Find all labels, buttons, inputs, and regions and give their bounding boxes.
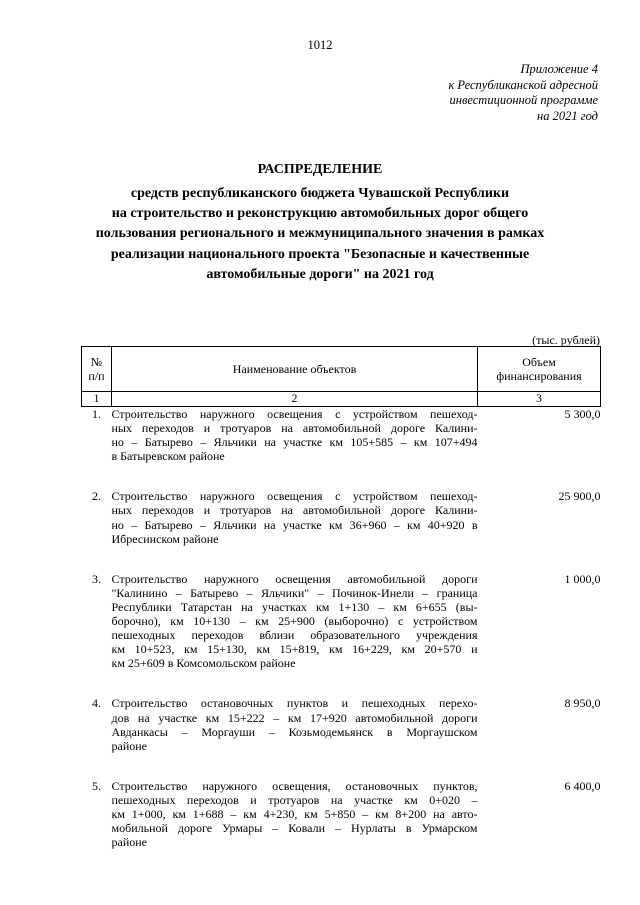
row-number: 4. bbox=[92, 696, 101, 711]
table-row bbox=[82, 779, 601, 875]
appendix-line: к Республиканской адресной bbox=[448, 77, 598, 92]
units-label: (тыс. рублей) bbox=[532, 333, 600, 347]
page-number: 1012 bbox=[307, 38, 333, 52]
document-title: РАСПРЕДЕЛЕНИЕ bbox=[257, 162, 383, 177]
row-number: 2. bbox=[92, 489, 101, 504]
object-name: Строительство наружного освещения с устройством пешеход- ных переходов и тротуаров на автомобильной дороге Калини- но – Батырево – Яльчики на участке км 105+585 – км 107+494 в Батыревском районе bbox=[111, 407, 478, 464]
object-name: Строительство остановочных пунктов и пешеходных перехо- дов на участке км 15+222 – км 17+920 автомобильной дороги Авданкасы – Моргауши – Козьмодемьянск в Моргаушском районе bbox=[111, 696, 478, 753]
appendix-line: Приложение 4 bbox=[520, 62, 598, 76]
table-row bbox=[82, 407, 601, 490]
table-row bbox=[82, 696, 601, 778]
distribution-table bbox=[81, 346, 601, 875]
header-num: № п/п bbox=[82, 347, 112, 392]
column-number: 1 bbox=[82, 392, 112, 407]
row-number: 3. bbox=[92, 571, 101, 586]
funding-value: 6 400,0 bbox=[564, 778, 601, 793]
document-heading bbox=[40, 184, 600, 285]
table-column-numbers-row bbox=[82, 392, 601, 407]
heading-line: пользования регионального и межмуниципального значения в рамках bbox=[95, 226, 545, 242]
row-number: 5. bbox=[92, 778, 101, 793]
heading-line: реализации национального проекта "Безопасные и качественные bbox=[110, 246, 530, 262]
object-name: Строительство наружного освещения с устройством пешеход- ных переходов и тротуаров на автомобильной дороге Калини- но – Батырево – Яльчики на участке км 36+960 – км 40+920 в Ибресинском районе bbox=[111, 489, 478, 546]
object-name: Строительство наружного освещения, остановочных пунктов, пешеходных переходов и тротуаров на участке км 0+020 – км 1+000, км 1+688 – км 4+230, км 5+850 – км 8+200 на авто- мобильной дороге Урмары – Ковали – Нурлаты в Урмарском районе bbox=[111, 778, 478, 850]
appendix-note bbox=[378, 62, 598, 124]
appendix-line: инвестиционной программе bbox=[449, 93, 598, 107]
funding-value: 5 300,0 bbox=[564, 407, 601, 421]
funding-value: 25 900,0 bbox=[558, 489, 601, 504]
table-header-row bbox=[82, 347, 601, 392]
heading-line: автомобильные дороги" на 2021 год bbox=[206, 266, 434, 282]
appendix-line: на 2021 год bbox=[537, 108, 598, 123]
table-row bbox=[82, 572, 601, 697]
column-number: 2 bbox=[112, 392, 478, 407]
heading-line: на строительство и реконструкцию автомобильных дорог общего bbox=[111, 206, 529, 222]
column-number: 3 bbox=[478, 392, 601, 407]
row-number: 1. bbox=[92, 407, 101, 421]
header-volume: Объем финансирования bbox=[478, 347, 601, 392]
funding-value: 1 000,0 bbox=[564, 571, 601, 586]
heading-line: средств республиканского бюджета Чувашской Республики bbox=[130, 186, 510, 201]
header-name: Наименование объектов bbox=[112, 347, 478, 392]
funding-value: 8 950,0 bbox=[564, 696, 601, 711]
object-name: Строительство наружного освещения автомобильной дороги "Калинино – Батырево – Яльчики" – Починок-Инели – граница Республики Татарстан на участках км 1+130 – км 6+655 (вы- борочно), км 10+130 – км 25+900 (выборочно) с устройством пешеходных переходов вблизи образовательного учреждения км 10+523, км 15+130, км 15+819, км 16+229, км 20+570 и км 25+609 в Комсомольском районе bbox=[111, 571, 478, 671]
table-row bbox=[82, 489, 601, 571]
